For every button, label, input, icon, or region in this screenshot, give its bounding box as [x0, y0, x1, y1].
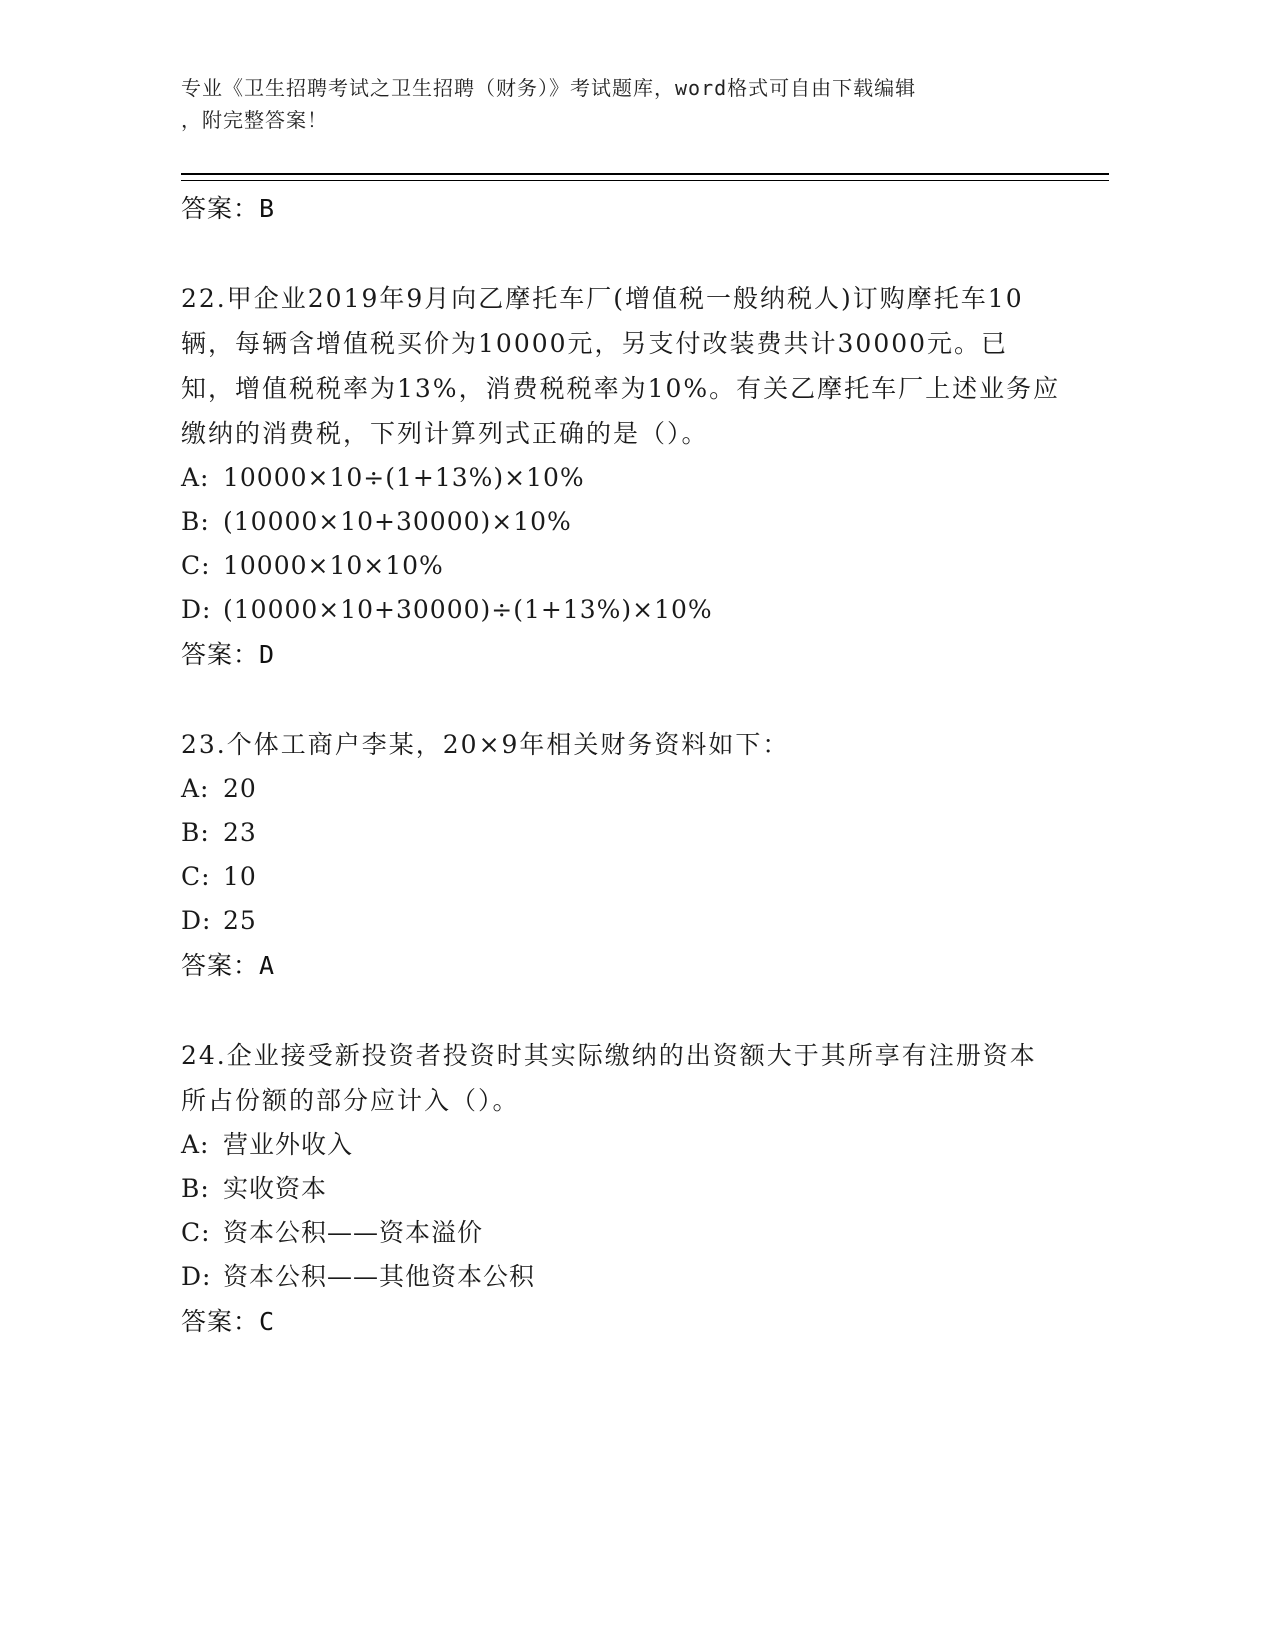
question-stem: 22.甲企业2019年9月向乙摩托车厂(增值税一般纳税人)订购摩托车10辆，每辆含增值税买价为10000元，另支付改装费共计30000元。已知，增值税税率为13%，消费税税率为10%。有关乙摩托车厂上述业务应缴纳的消费税，下列计算列式正确的是（）。	[181, 284, 1061, 448]
header-divider-thin	[181, 180, 1109, 181]
option-text: 10	[223, 862, 257, 891]
answer-label: 答案：C	[181, 1307, 276, 1336]
option-text: 25	[223, 906, 257, 935]
option-a	[181, 767, 1061, 811]
option-letter: D:	[181, 906, 212, 935]
option-letter: A:	[181, 774, 210, 803]
document-header	[181, 72, 1061, 136]
option-letter: D:	[181, 595, 212, 624]
option-text: 10000×10×10%	[223, 551, 444, 580]
option-text: (10000×10+30000)×10%	[223, 507, 572, 536]
option-text: (10000×10+30000)÷(1+13%)×10%	[223, 595, 713, 624]
option-b	[181, 500, 1061, 544]
option-text: 实收资本	[223, 1174, 328, 1203]
answer-label: 答案：A	[181, 951, 276, 980]
option-b	[181, 1167, 1061, 1211]
header-divider-thick	[181, 173, 1109, 175]
option-d	[181, 899, 1061, 943]
option-text: 资本公积——资本溢价	[223, 1218, 484, 1247]
option-letter: C:	[181, 1218, 211, 1247]
option-letter: A:	[181, 463, 210, 492]
option-a	[181, 456, 1061, 500]
option-b	[181, 811, 1061, 855]
question-24	[181, 1033, 1061, 1345]
header-title-line-2: ，附完整答案！	[181, 108, 328, 132]
option-letter: B:	[181, 1174, 210, 1203]
option-c	[181, 1211, 1061, 1255]
question-stem: 23.个体工商户李某，20×9年相关财务资料如下：	[181, 730, 790, 759]
question-stem: 24.企业接受新投资者投资时其实际缴纳的出资额大于其所享有注册资本所占份额的部分应计入（）。	[181, 1041, 1037, 1115]
document-content	[181, 186, 1061, 1345]
option-c	[181, 544, 1061, 588]
option-c	[181, 855, 1061, 899]
option-letter: D:	[181, 1262, 212, 1291]
question-22	[181, 276, 1061, 678]
option-text: 20	[223, 774, 257, 803]
option-letter: C:	[181, 551, 211, 580]
header-title-line-1: 专业《卫生招聘考试之卫生招聘（财务）》考试题库，word格式可自由下载编辑	[181, 76, 917, 100]
option-a	[181, 1123, 1061, 1167]
option-letter: B:	[181, 507, 210, 536]
option-letter: C:	[181, 862, 211, 891]
option-d	[181, 588, 1061, 632]
answer-label: 答案：D	[181, 640, 276, 669]
option-letter: A:	[181, 1130, 210, 1159]
option-letter: B:	[181, 818, 210, 847]
option-text: 营业外收入	[223, 1130, 354, 1159]
option-d	[181, 1255, 1061, 1299]
question-23	[181, 722, 1061, 989]
option-text: 23	[223, 818, 257, 847]
option-text: 10000×10÷(1+13%)×10%	[223, 463, 585, 492]
answer-label: 答案：B	[181, 194, 276, 223]
option-text: 资本公积——其他资本公积	[223, 1262, 536, 1291]
